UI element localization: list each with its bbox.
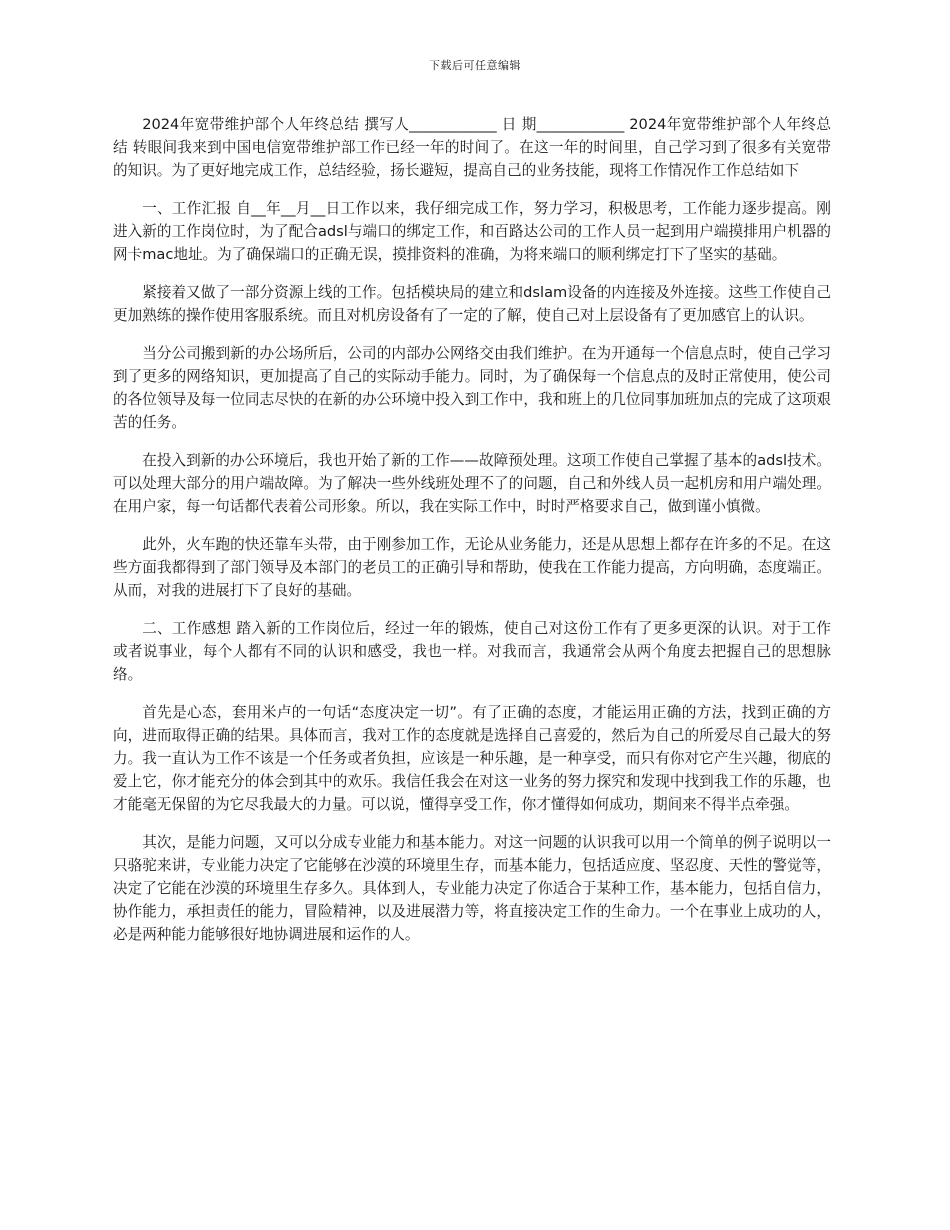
paragraph-work-reflection: 二、工作感想 踏入新的工作岗位后，经过一年的锻炼，使自己对这份工作有了更多更深的认识。对于工作或者说事业，每个人都有不同的认识和感受，我也一样。对我而言，我通常会从两个角度去把握自己的思想脉络。: [113, 620, 831, 683]
paragraph-attitude: 首先是心态，套用米卢的一句话“态度决定一切”。有了正确的态度，才能运用正确的方法，找到正确的方向，进而取得正确的结果。具体而言，我对工作的态度就是选择自己喜爱的，然后为自己的所爱尽自己最大的努力。我一直认为工作不该是一个任务或者负担，应该是一种乐趣，是一种享受，而只有你对它产生兴趣，彻底的爱上它，你才能充分的体会到其中的欢乐。我信任我会在对这一业务的努力探究和发现中找到我工作的乐趣，也才能毫无保留的为它尽我最大的力量。可以说，懂得享受工作，你才懂得如何成功，期间来不得半点牵强。: [113, 704, 831, 813]
page-header-caption: 下载后可任意编辑: [429, 59, 521, 72]
document-body: [113, 113, 831, 961]
paragraph-fault-handling: 在投入到新的办公环境后，我也开始了新的工作——故障预处理。这项工作使自己掌握了基本的adsl技术。可以处理大部分的用户端故障。为了解决一些外线班处理不了的问题，自己和外线人员一起机房和用户端处理。在用户家，每一句话都代表着公司形象。所以，我在实际工作中，时时严格要求自己，做到谨小慎微。: [113, 452, 831, 515]
paragraph-guidance: 此外，火车跑的快还靠车头带，由于刚参加工作，无论从业务能力，还是从思想上都存在许多的不足。在这些方面我都得到了部门领导及本部门的老员工的正确引导和帮助，使我在工作能力提高，方向明确，态度端正。从而，对我的进展打下了良好的基础。: [113, 536, 831, 599]
paragraph-office-network: 当分公司搬到新的办公场所后，公司的内部办公网络交由我们维护。在为开通每一个信息点时，使自己学习到了更多的网络知识，更加提高了自己的实际动手能力。同时，为了确保每一个信息点的及时正常使用，使公司的各位领导及每一位同志尽快的在新的办公环境中投入到工作中，我和班上的几位同事加班加点的完成了这项艰苦的任务。: [113, 345, 831, 431]
paragraph-ability: 其次，是能力问题，又可以分成专业能力和基本能力。对这一问题的认识我可以用一个简单的例子说明以一只骆驼来讲，专业能力决定了它能够在沙漠的环境里生存，而基本能力，包括适应度、坚忍度、天性的警觉等，决定了它能在沙漠的环境里生存多久。具体到人，专业能力决定了你适合于某种工作，基本能力，包括自信力，协作能力，承担责任的能力，冒险精神，以及进展潜力等，将直接决定工作的生命力。一个在事业上成功的人，必是两种能力能够很好地协调进展和运作的人。: [113, 834, 831, 943]
paragraph-resource-online: 紧接着又做了一部分资源上线的工作。包括模块局的建立和dslam设备的内连接及外连接。这些工作使自己更加熟练的操作使用客服系统。而且对机房设备有了一定的了解，使自己对上层设备有了更加感官上的认识。: [113, 284, 831, 324]
paragraph-intro: 2024年宽带维护部个人年终总结 撰写人____________ 日 期____________ 2024年宽带维护部个人年终总结 转眼间我来到中国电信宽带维护部工作已经一年的时间了。在这一年的时间里，自己学习到了很多有关宽带的知识。为了更好地完成工作，总结经验，扬长避短，提高自己的业务技能，现将工作情况作工作总结如下: [113, 116, 831, 179]
paragraph-work-report: 一、工作汇报 自__年__月__日工作以来，我仔细完成工作，努力学习，积极思考，工作能力逐步提高。刚进入新的工作岗位时，为了配合adsl与端口的绑定工作，和百路达公司的工作人员一起到用户端摸排用户机器的网卡mac地址。为了确保端口的正确无误，摸排资料的准确，为将来端口的顺利绑定打下了坚实的基础。: [113, 200, 831, 263]
